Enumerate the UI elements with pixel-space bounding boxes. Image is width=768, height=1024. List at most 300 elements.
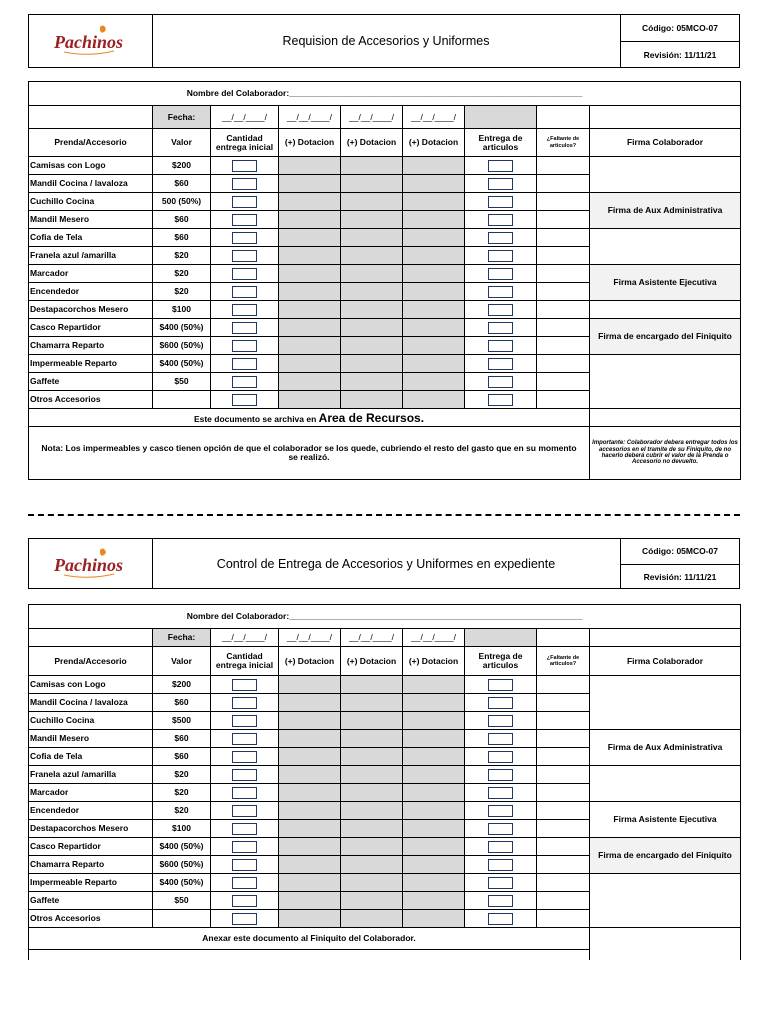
- dotacion-cell[interactable]: [341, 301, 403, 319]
- delivery-checkbox[interactable]: [488, 304, 513, 316]
- dotacion-cell[interactable]: [341, 784, 403, 802]
- delivery-checkbox[interactable]: [488, 697, 513, 709]
- note-text: Nota: Los impermeables y casco tienen opción de que el colaborador se los quede, cubriendo el resto del gasto que en su momento se realizó.: [29, 427, 590, 480]
- col-faltante: ¿Faltante de articulos?: [537, 647, 590, 676]
- dotacion-cell[interactable]: [341, 910, 403, 928]
- qty-checkbox[interactable]: [232, 805, 257, 817]
- item-value: $60: [153, 229, 211, 247]
- dotacion-cell[interactable]: [341, 193, 403, 211]
- dotacion-cell[interactable]: [341, 838, 403, 856]
- annex-note: Anexar este documento al Finiquito del Colaborador.: [29, 928, 590, 950]
- col-entrega: Entrega de articulos: [465, 647, 537, 676]
- svg-text:Pachinos: Pachinos: [53, 32, 123, 52]
- delivery-checkbox[interactable]: [488, 358, 513, 370]
- empty-cell: [590, 629, 741, 647]
- missing-cell[interactable]: [537, 856, 590, 874]
- missing-cell[interactable]: [537, 229, 590, 247]
- delivery-checkbox-cell: [465, 892, 537, 910]
- dotacion-cell[interactable]: [279, 838, 341, 856]
- dotacion-cell[interactable]: [403, 283, 465, 301]
- item-value: $50: [153, 373, 211, 391]
- delivery-checkbox[interactable]: [488, 394, 513, 406]
- logo-icon: [50, 24, 132, 58]
- missing-cell[interactable]: [537, 766, 590, 784]
- item-value: $20: [153, 784, 211, 802]
- dotacion-cell[interactable]: [279, 211, 341, 229]
- delivery-checkbox-cell: [465, 229, 537, 247]
- item-value: $60: [153, 730, 211, 748]
- form-revision: Revisión: 11/11/21: [621, 564, 739, 590]
- dotacion-cell[interactable]: [403, 157, 465, 175]
- delivery-checkbox[interactable]: [488, 232, 513, 244]
- delivery-checkbox[interactable]: [488, 787, 513, 799]
- qty-checkbox[interactable]: [232, 340, 257, 352]
- missing-cell[interactable]: [537, 838, 590, 856]
- empty-cell: [590, 928, 741, 961]
- dotacion-cell[interactable]: [279, 910, 341, 928]
- dotacion-cell[interactable]: [279, 766, 341, 784]
- missing-cell[interactable]: [537, 211, 590, 229]
- dotacion-cell[interactable]: [279, 301, 341, 319]
- table-row: [29, 157, 741, 175]
- qty-checkbox-cell: [211, 766, 279, 784]
- dotacion-cell[interactable]: [403, 676, 465, 694]
- dotacion-cell[interactable]: [279, 247, 341, 265]
- delivery-checkbox[interactable]: [488, 178, 513, 190]
- col-cantidad: Cantidad entrega inicial: [211, 647, 279, 676]
- qty-checkbox[interactable]: [232, 232, 257, 244]
- qty-checkbox-cell: [211, 373, 279, 391]
- delivery-checkbox[interactable]: [488, 160, 513, 172]
- dotacion-cell[interactable]: [341, 247, 403, 265]
- delivery-checkbox[interactable]: [488, 322, 513, 334]
- qty-checkbox[interactable]: [232, 859, 257, 871]
- dotacion-cell[interactable]: [341, 730, 403, 748]
- missing-cell[interactable]: [537, 175, 590, 193]
- dotacion-cell[interactable]: [279, 874, 341, 892]
- missing-cell[interactable]: [537, 784, 590, 802]
- qty-checkbox-cell: [211, 391, 279, 409]
- qty-checkbox[interactable]: [232, 769, 257, 781]
- dotacion-cell[interactable]: [403, 355, 465, 373]
- dotacion-cell[interactable]: [341, 211, 403, 229]
- archive-prefix: Este documento se archiva en: [193, 413, 319, 424]
- form-code: Código: 05MCO-07: [641, 546, 719, 557]
- dotacion-cell[interactable]: [403, 193, 465, 211]
- qty-checkbox[interactable]: [232, 841, 257, 853]
- qty-checkbox-cell: [211, 856, 279, 874]
- delivery-checkbox[interactable]: [488, 733, 513, 745]
- delivery-checkbox-cell: [465, 910, 537, 928]
- date-field[interactable]: __/__/____/: [341, 629, 403, 647]
- dotacion-cell[interactable]: [279, 802, 341, 820]
- item-name: Cofia de Tela: [29, 229, 153, 247]
- signature-space[interactable]: [590, 766, 741, 802]
- dotacion-cell[interactable]: [279, 856, 341, 874]
- col-firma: Firma Colaborador: [590, 129, 741, 157]
- qty-checkbox-cell: [211, 784, 279, 802]
- missing-cell[interactable]: [537, 355, 590, 373]
- table-row: [29, 802, 741, 820]
- delivery-checkbox[interactable]: [488, 268, 513, 280]
- delivery-checkbox[interactable]: [488, 340, 513, 352]
- delivery-checkbox[interactable]: [488, 250, 513, 262]
- item-value: $20: [153, 265, 211, 283]
- item-value: $60: [153, 175, 211, 193]
- qty-checkbox[interactable]: [232, 304, 257, 316]
- dotacion-cell[interactable]: [403, 337, 465, 355]
- qty-checkbox-cell: [211, 892, 279, 910]
- missing-cell[interactable]: [537, 892, 590, 910]
- qty-checkbox[interactable]: [232, 913, 257, 925]
- qty-checkbox-cell: [211, 283, 279, 301]
- cut-line: [28, 514, 740, 516]
- table-row: [29, 229, 741, 247]
- qty-checkbox[interactable]: [232, 733, 257, 745]
- qty-checkbox[interactable]: [232, 751, 257, 763]
- item-value: $400 (50%): [153, 319, 211, 337]
- signature-asistente[interactable]: Firma Asistente Ejecutiva: [590, 265, 741, 301]
- missing-cell[interactable]: [537, 247, 590, 265]
- dotacion-cell[interactable]: [403, 694, 465, 712]
- collaborator-name-field[interactable]: Nombre del Colaborador:______________________________________________________________: [29, 82, 741, 106]
- col-firma: Firma Colaborador: [590, 647, 741, 676]
- delivery-checkbox[interactable]: [488, 376, 513, 388]
- missing-cell[interactable]: [537, 319, 590, 337]
- delivery-checkbox[interactable]: [488, 769, 513, 781]
- delivery-checkbox[interactable]: [488, 877, 513, 889]
- qty-checkbox[interactable]: [232, 358, 257, 370]
- dotacion-cell[interactable]: [341, 892, 403, 910]
- qty-checkbox-cell: [211, 910, 279, 928]
- date-field[interactable]: __/__/____/: [211, 106, 279, 129]
- delivery-checkbox-cell: [465, 802, 537, 820]
- delivery-checkbox[interactable]: [488, 913, 513, 925]
- dotacion-cell[interactable]: [403, 319, 465, 337]
- date-field[interactable]: __/__/____/: [211, 629, 279, 647]
- dotacion-cell[interactable]: [279, 283, 341, 301]
- empty-cell: [537, 629, 590, 647]
- missing-cell[interactable]: [537, 265, 590, 283]
- dotacion-cell[interactable]: [341, 157, 403, 175]
- delivery-checkbox[interactable]: [488, 286, 513, 298]
- dotacion-cell[interactable]: [341, 712, 403, 730]
- empty-cell: [465, 629, 537, 647]
- delivery-checkbox[interactable]: [488, 805, 513, 817]
- item-value: $100: [153, 301, 211, 319]
- dotacion-cell[interactable]: [341, 820, 403, 838]
- dotacion-cell[interactable]: [279, 391, 341, 409]
- form2-header: [28, 538, 740, 589]
- date-field[interactable]: __/__/____/: [403, 629, 465, 647]
- dotacion-cell[interactable]: [403, 301, 465, 319]
- qty-checkbox-cell: [211, 157, 279, 175]
- dotacion-cell[interactable]: [341, 229, 403, 247]
- qty-checkbox-cell: [211, 802, 279, 820]
- dotacion-cell[interactable]: [279, 892, 341, 910]
- item-value: $60: [153, 694, 211, 712]
- qty-checkbox[interactable]: [232, 214, 257, 226]
- dotacion-cell[interactable]: [341, 355, 403, 373]
- dotacion-cell[interactable]: [403, 229, 465, 247]
- item-name: Encendedor: [29, 802, 153, 820]
- qty-checkbox[interactable]: [232, 877, 257, 889]
- dotacion-cell[interactable]: [341, 319, 403, 337]
- qty-checkbox[interactable]: [232, 178, 257, 190]
- delivery-checkbox-cell: [465, 391, 537, 409]
- empty-cell: [29, 629, 153, 647]
- dotacion-cell[interactable]: [279, 784, 341, 802]
- dotacion-cell[interactable]: [279, 694, 341, 712]
- date-field[interactable]: __/__/____/: [279, 629, 341, 647]
- delivery-checkbox-cell: [465, 712, 537, 730]
- dotacion-cell[interactable]: [279, 355, 341, 373]
- item-name: Gaffete: [29, 373, 153, 391]
- table-row: [29, 193, 741, 211]
- date-label: Fecha:: [153, 629, 211, 647]
- signature-aux[interactable]: Firma de Aux Administrativa: [590, 193, 741, 229]
- dotacion-cell[interactable]: [341, 373, 403, 391]
- collaborator-name-field[interactable]: Nombre del Colaborador:______________________________________________________________: [29, 605, 741, 629]
- qty-checkbox-cell: [211, 820, 279, 838]
- dotacion-cell[interactable]: [403, 874, 465, 892]
- item-value: $60: [153, 211, 211, 229]
- missing-cell[interactable]: [537, 283, 590, 301]
- signature-space[interactable]: [590, 874, 741, 928]
- missing-cell[interactable]: [537, 157, 590, 175]
- col-prenda: Prenda/Accesorio: [29, 129, 153, 157]
- delivery-checkbox[interactable]: [488, 214, 513, 226]
- empty-cell: [537, 106, 590, 129]
- dotacion-cell[interactable]: [403, 838, 465, 856]
- dotacion-cell[interactable]: [341, 874, 403, 892]
- form-meta: [620, 15, 739, 67]
- item-name: Cofia de Tela: [29, 748, 153, 766]
- col-dotacion: (+) Dotacion: [403, 129, 465, 157]
- delivery-checkbox-cell: [465, 748, 537, 766]
- delivery-checkbox[interactable]: [488, 679, 513, 691]
- dotacion-cell[interactable]: [403, 748, 465, 766]
- col-prenda: Prenda/Accesorio: [29, 647, 153, 676]
- dotacion-cell[interactable]: [279, 712, 341, 730]
- delivery-checkbox[interactable]: [488, 841, 513, 853]
- qty-checkbox[interactable]: [232, 823, 257, 835]
- dotacion-cell[interactable]: [341, 337, 403, 355]
- dotacion-cell[interactable]: [403, 910, 465, 928]
- dotacion-cell[interactable]: [341, 391, 403, 409]
- item-name: Mandil Mesero: [29, 211, 153, 229]
- table-row: [29, 319, 741, 337]
- delivery-checkbox[interactable]: [488, 823, 513, 835]
- delivery-checkbox[interactable]: [488, 895, 513, 907]
- dotacion-cell[interactable]: [403, 766, 465, 784]
- qty-checkbox[interactable]: [232, 787, 257, 799]
- dotacion-cell[interactable]: [403, 784, 465, 802]
- dotacion-cell[interactable]: [403, 802, 465, 820]
- dotacion-cell[interactable]: [279, 820, 341, 838]
- delivery-checkbox-cell: [465, 319, 537, 337]
- missing-cell[interactable]: [537, 694, 590, 712]
- qty-checkbox[interactable]: [232, 250, 257, 262]
- dotacion-cell[interactable]: [403, 373, 465, 391]
- delivery-checkbox-cell: [465, 820, 537, 838]
- dotacion-cell[interactable]: [279, 157, 341, 175]
- dotacion-cell[interactable]: [341, 175, 403, 193]
- date-field[interactable]: __/__/____/: [341, 106, 403, 129]
- dotacion-cell[interactable]: [341, 694, 403, 712]
- dotacion-cell[interactable]: [403, 892, 465, 910]
- qty-checkbox[interactable]: [232, 715, 257, 727]
- delivery-checkbox-cell: [465, 211, 537, 229]
- dotacion-cell[interactable]: [403, 730, 465, 748]
- empty-cell: [590, 106, 741, 129]
- dotacion-cell[interactable]: [279, 337, 341, 355]
- dotacion-cell[interactable]: [279, 319, 341, 337]
- dotacion-cell[interactable]: [403, 820, 465, 838]
- qty-checkbox[interactable]: [232, 286, 257, 298]
- col-cantidad: Cantidad entrega inicial: [211, 129, 279, 157]
- dotacion-cell[interactable]: [279, 265, 341, 283]
- dotacion-cell[interactable]: [403, 211, 465, 229]
- dotacion-cell[interactable]: [403, 175, 465, 193]
- missing-cell[interactable]: [537, 193, 590, 211]
- item-name: Franela azul /amarilla: [29, 247, 153, 265]
- svg-text:Pachinos: Pachinos: [53, 554, 123, 575]
- item-name: Cuchillo Cocina: [29, 712, 153, 730]
- signature-asistente[interactable]: Firma Asistente Ejecutiva: [590, 802, 741, 838]
- item-value: $400 (50%): [153, 838, 211, 856]
- item-name: Mandil Mesero: [29, 730, 153, 748]
- qty-checkbox[interactable]: [232, 268, 257, 280]
- item-name: Otros Accesorios: [29, 910, 153, 928]
- qty-checkbox[interactable]: [232, 160, 257, 172]
- item-value: $60: [153, 748, 211, 766]
- dotacion-cell[interactable]: [279, 193, 341, 211]
- item-value: $400 (50%): [153, 874, 211, 892]
- date-field[interactable]: __/__/____/: [403, 106, 465, 129]
- qty-checkbox[interactable]: [232, 322, 257, 334]
- signature-space[interactable]: [590, 301, 741, 319]
- dotacion-cell[interactable]: [341, 766, 403, 784]
- qty-checkbox[interactable]: [232, 895, 257, 907]
- date-field[interactable]: __/__/____/: [279, 106, 341, 129]
- item-name: Casco Repartidor: [29, 838, 153, 856]
- missing-cell[interactable]: [537, 748, 590, 766]
- missing-cell[interactable]: [537, 910, 590, 928]
- table-row: [29, 301, 741, 319]
- qty-checkbox-cell: [211, 211, 279, 229]
- dotacion-cell[interactable]: [341, 283, 403, 301]
- dotacion-cell[interactable]: [403, 712, 465, 730]
- dotacion-cell[interactable]: [403, 391, 465, 409]
- item-name: Casco Repartidor: [29, 319, 153, 337]
- qty-checkbox-cell: [211, 748, 279, 766]
- delivery-checkbox-cell: [465, 175, 537, 193]
- missing-cell[interactable]: [537, 373, 590, 391]
- qty-checkbox[interactable]: [232, 376, 257, 388]
- item-value: $20: [153, 766, 211, 784]
- qty-checkbox[interactable]: [232, 679, 257, 691]
- archive-note: [29, 409, 590, 427]
- dotacion-cell[interactable]: [403, 265, 465, 283]
- signature-finiquito[interactable]: Firma de encargado del Finiquito: [590, 838, 741, 874]
- signature-finiquito[interactable]: Firma de encargado del Finiquito: [590, 319, 741, 355]
- dotacion-cell[interactable]: [279, 730, 341, 748]
- qty-checkbox-cell: [211, 319, 279, 337]
- missing-cell[interactable]: [537, 301, 590, 319]
- delivery-checkbox[interactable]: [488, 715, 513, 727]
- qty-checkbox-cell: [211, 301, 279, 319]
- signature-space[interactable]: [590, 355, 741, 409]
- missing-cell[interactable]: [537, 820, 590, 838]
- item-name: Cuchillo Cocina: [29, 193, 153, 211]
- delivery-checkbox-cell: [465, 694, 537, 712]
- dotacion-cell[interactable]: [341, 676, 403, 694]
- dotacion-cell[interactable]: [403, 856, 465, 874]
- form1-table: [28, 81, 741, 480]
- dotacion-cell[interactable]: [279, 373, 341, 391]
- signature-space[interactable]: [590, 676, 741, 730]
- delivery-checkbox-cell: [465, 766, 537, 784]
- item-value: $600 (50%): [153, 337, 211, 355]
- qty-checkbox-cell: [211, 247, 279, 265]
- delivery-checkbox-cell: [465, 247, 537, 265]
- dotacion-cell[interactable]: [279, 676, 341, 694]
- qty-checkbox[interactable]: [232, 196, 257, 208]
- missing-cell[interactable]: [537, 874, 590, 892]
- missing-cell[interactable]: [537, 676, 590, 694]
- missing-cell[interactable]: [537, 391, 590, 409]
- signature-space[interactable]: [590, 157, 741, 193]
- missing-cell[interactable]: [537, 730, 590, 748]
- missing-cell[interactable]: [537, 337, 590, 355]
- signature-space[interactable]: [590, 229, 741, 265]
- missing-cell[interactable]: [537, 802, 590, 820]
- qty-checkbox[interactable]: [232, 394, 257, 406]
- delivery-checkbox-cell: [465, 874, 537, 892]
- dotacion-cell[interactable]: [403, 247, 465, 265]
- qty-checkbox-cell: [211, 730, 279, 748]
- delivery-checkbox[interactable]: [488, 196, 513, 208]
- qty-checkbox[interactable]: [232, 697, 257, 709]
- item-name: Mandil Cocina / lavaloza: [29, 175, 153, 193]
- missing-cell[interactable]: [537, 712, 590, 730]
- item-name: Chamarra Reparto: [29, 856, 153, 874]
- dotacion-cell[interactable]: [341, 802, 403, 820]
- delivery-checkbox-cell: [465, 856, 537, 874]
- item-name: Camisas con Logo: [29, 676, 153, 694]
- qty-checkbox-cell: [211, 193, 279, 211]
- dotacion-cell[interactable]: [341, 265, 403, 283]
- dotacion-cell[interactable]: [279, 175, 341, 193]
- delivery-checkbox[interactable]: [488, 859, 513, 871]
- qty-checkbox-cell: [211, 694, 279, 712]
- delivery-checkbox-cell: [465, 784, 537, 802]
- delivery-checkbox[interactable]: [488, 751, 513, 763]
- item-value: $500: [153, 712, 211, 730]
- delivery-checkbox-cell: [465, 355, 537, 373]
- item-value: $200: [153, 676, 211, 694]
- item-value: $200: [153, 157, 211, 175]
- dotacion-cell[interactable]: [341, 856, 403, 874]
- empty-cell: [29, 106, 153, 129]
- signature-aux[interactable]: Firma de Aux Administrativa: [590, 730, 741, 766]
- dotacion-cell[interactable]: [341, 748, 403, 766]
- item-value: $20: [153, 802, 211, 820]
- table-row: [29, 766, 741, 784]
- dotacion-cell[interactable]: [279, 748, 341, 766]
- dotacion-cell[interactable]: [279, 229, 341, 247]
